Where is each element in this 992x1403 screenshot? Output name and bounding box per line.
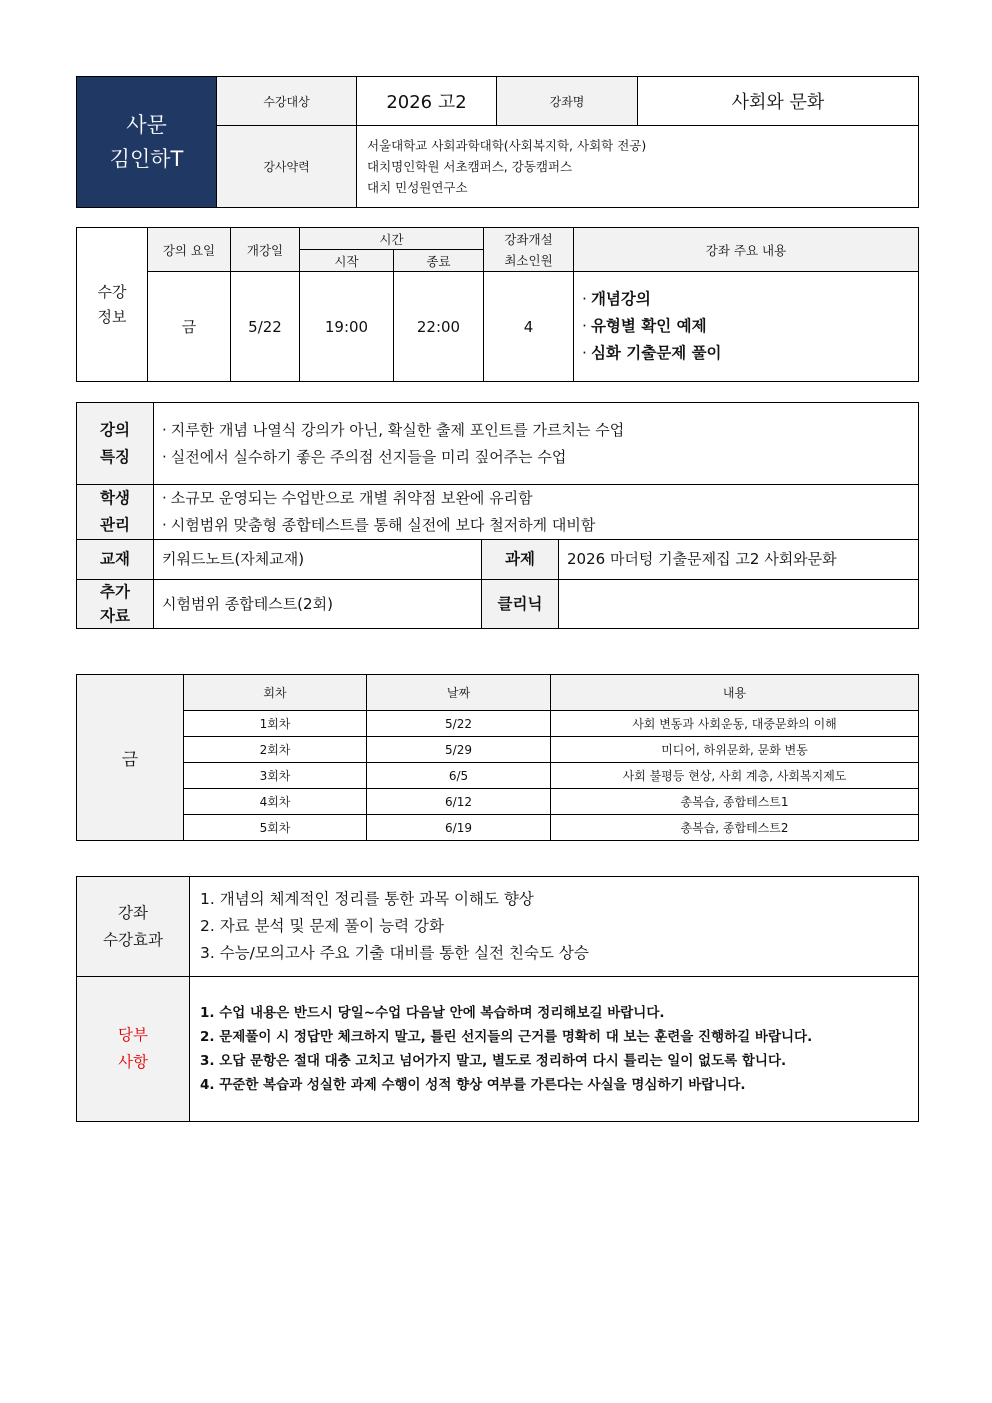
lecture-feature-label: 강의 특징	[77, 403, 154, 485]
col-time-start-header: 시작	[300, 250, 394, 272]
bio-list	[357, 126, 919, 208]
schedule-header-content: 내용	[551, 675, 919, 711]
instructor-header-table	[76, 76, 919, 208]
table-row: 1회차 5/22 사회 변동과 사회운동, 대중문화의 이해	[77, 711, 919, 737]
course-info-side-label: 수강 정보	[77, 228, 148, 382]
student-manage-label: 학생 관리	[77, 485, 154, 540]
table-row: 3회차 6/5 사회 불평등 현상, 사회 계층, 사회복지제도	[77, 763, 919, 789]
lecture-feature-list	[154, 403, 919, 485]
target-label: 수강대상	[217, 77, 357, 126]
textbook-value: 키워드노트(자체교재)	[154, 540, 482, 580]
table-row: 4회차 6/12 총복습, 종합테스트1	[77, 789, 919, 815]
features-table	[76, 402, 919, 629]
table-row: 2회차 5/29 미디어, 하위문화, 문화 변동	[77, 737, 919, 763]
bio-line: 대치명인학원 서초캠퍼스, 강동캠퍼스	[367, 159, 573, 174]
lecture-feature-item: · 실전에서 실수하기 좋은 주의점 선지들을 미리 짚어주는 수업	[162, 447, 567, 466]
manage-item: · 시험범위 맞춤형 종합테스트를 통해 실전에 보다 철저하게 대비함	[162, 516, 596, 534]
effects-list	[190, 877, 919, 977]
col-time-header: 시간	[300, 228, 484, 250]
student-manage-list	[154, 485, 919, 540]
notes-list	[190, 977, 919, 1122]
teacher-name: 김인하T	[109, 147, 184, 171]
col-start-date-header: 개강일	[231, 228, 300, 272]
table-row: 5회차 6/19 총복습, 종합테스트2	[77, 815, 919, 841]
target-value: 2026 고2	[357, 77, 497, 126]
schedule-day: 금	[77, 675, 184, 841]
day-value: 금	[148, 272, 231, 382]
manage-item: · 소규모 운영되는 수업반으로 개별 취약점 보완에 유리함	[162, 489, 533, 507]
start-date-value: 5/22	[231, 272, 300, 382]
textbook-label: 교재	[77, 540, 154, 580]
effects-table	[76, 876, 919, 1122]
topic-item: · 개념강의	[582, 290, 651, 308]
brand-block	[77, 77, 217, 208]
schedule-header-session: 회차	[184, 675, 367, 711]
time-end-value: 22:00	[394, 272, 484, 382]
homework-label: 과제	[482, 540, 559, 580]
col-min-header: 강좌개설 최소인원	[484, 228, 574, 272]
note-item: 2. 문제풀이 시 정답만 체크하지 말고, 틀린 선지들의 근거를 명확히 대 보는 훈련을 진행하길 바랍니다.	[200, 1029, 813, 1045]
course-info-table	[76, 227, 919, 382]
clinic-label: 클리닉	[482, 580, 559, 629]
bio-line: 대치 민성원연구소	[367, 180, 468, 195]
effect-item: 2. 자료 분석 및 문제 풀이 능력 강화	[200, 917, 444, 935]
effects-label: 강좌 수강효과	[77, 877, 190, 977]
effect-item: 1. 개념의 체계적인 정리를 통한 과목 이해도 향상	[200, 890, 534, 908]
effect-item: 3. 수능/모의고사 주요 기출 대비를 통한 실전 친숙도 상승	[200, 944, 589, 962]
notes-label: 당부 사항	[77, 977, 190, 1122]
course-label: 강좌명	[497, 77, 638, 126]
extra-material-value: 시험범위 종합테스트(2회)	[154, 580, 482, 629]
course-value: 사회와 문화	[638, 77, 919, 126]
col-content-header: 강좌 주요 내용	[574, 228, 919, 272]
note-item: 3. 오답 문항은 절대 대충 고치고 넘어가지 말고, 별도로 정리하여 다시 틀리는 일이 없도록 합니다.	[200, 1053, 787, 1069]
min-value: 4	[484, 272, 574, 382]
topic-item: · 심화 기출문제 풀이	[582, 344, 722, 362]
schedule-table	[76, 674, 919, 841]
homework-value: 2026 마더텅 기출문제집 고2 사회와문화	[559, 540, 919, 580]
lecture-feature-item: · 지루한 개념 나열식 강의가 아닌, 확실한 출제 포인트를 가르치는 수업	[162, 420, 625, 439]
note-item: 1. 수업 내용은 반드시 당일~수업 다음날 안에 복습하며 정리해보길 바랍니다.	[200, 1005, 665, 1021]
bio-line: 서울대학교 사회과학대학(사회복지학, 사회학 전공)	[367, 138, 647, 153]
note-item: 4. 꾸준한 복습과 성실한 과제 수행이 성적 향상 여부를 가른다는 사실을 명심하기 바랍니다.	[200, 1077, 746, 1093]
subject-name: 사문	[126, 113, 167, 137]
topic-list	[574, 272, 919, 382]
bio-label: 강사약력	[217, 126, 357, 208]
clinic-value	[559, 580, 919, 629]
schedule-header-date: 날짜	[367, 675, 551, 711]
topic-item: · 유형별 확인 예제	[582, 317, 707, 335]
col-day-header: 강의 요일	[148, 228, 231, 272]
col-time-end-header: 종료	[394, 250, 484, 272]
extra-material-label: 추가 자료	[77, 580, 154, 629]
time-start-value: 19:00	[300, 272, 394, 382]
